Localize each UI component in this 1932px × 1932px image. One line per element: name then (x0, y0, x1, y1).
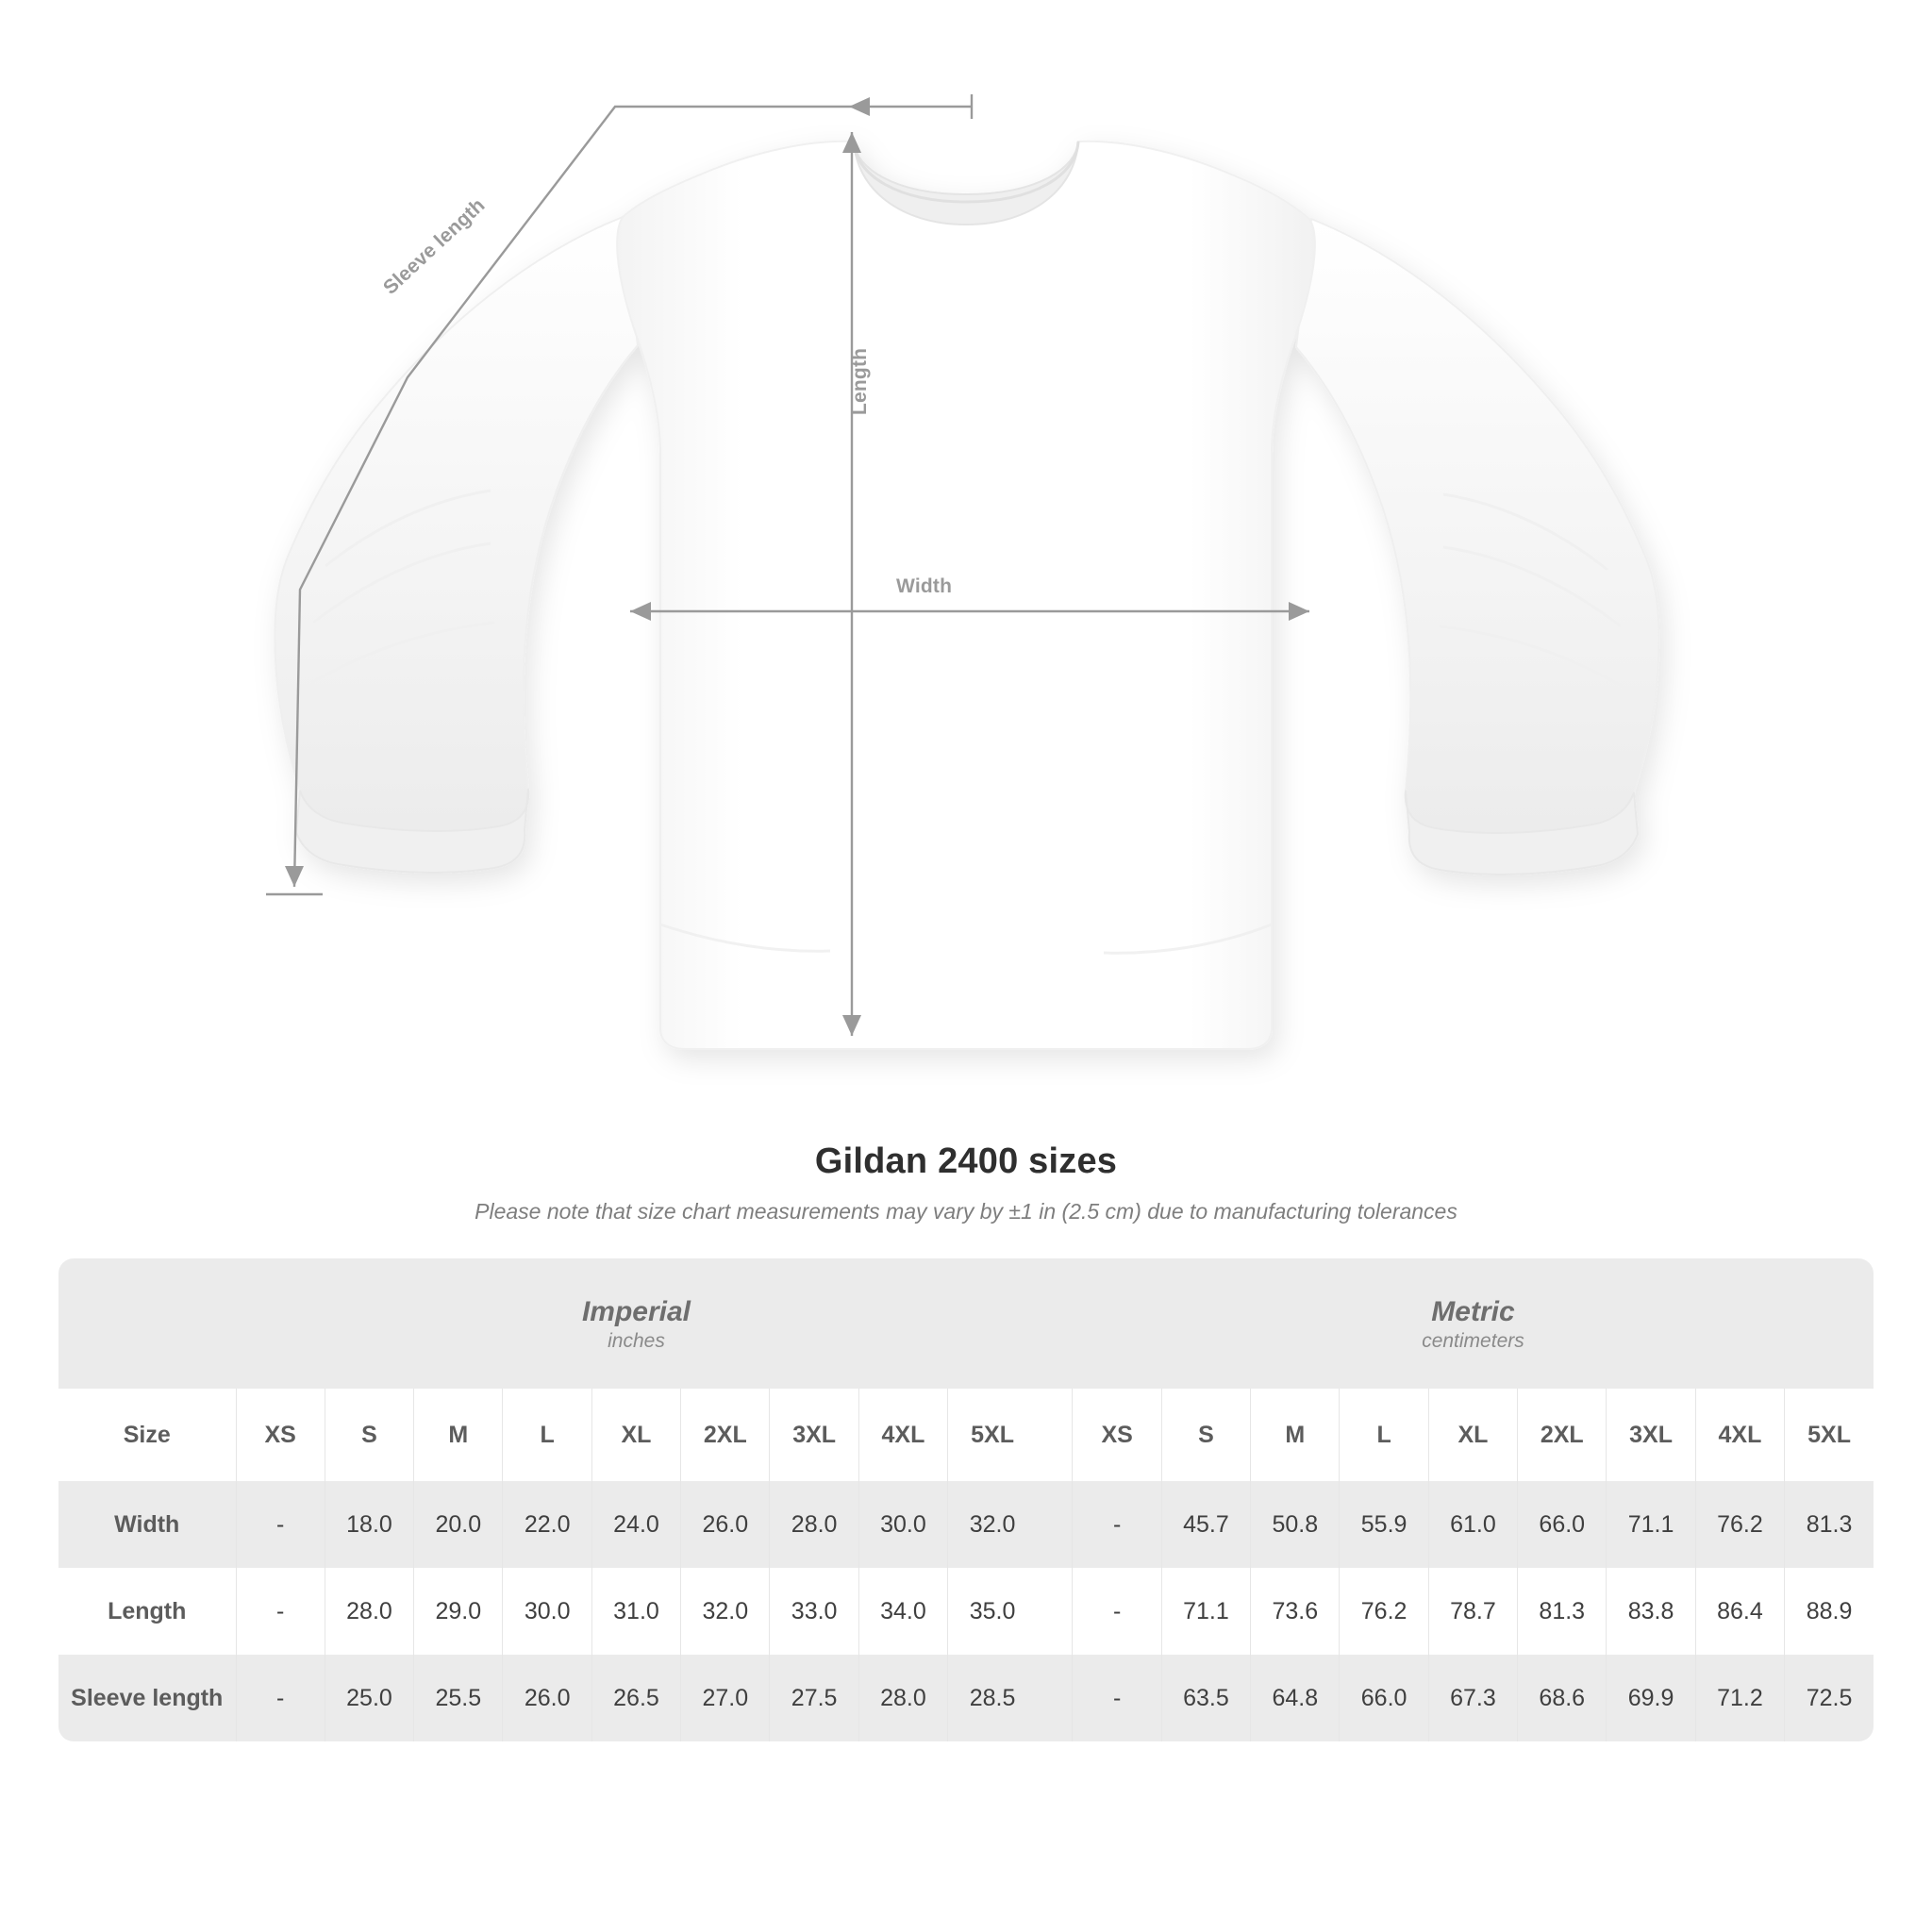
cell-metric: 50.8 (1251, 1481, 1340, 1568)
cell-metric: - (1073, 1568, 1161, 1655)
cell-metric: 55.9 (1340, 1481, 1428, 1568)
cell-metric: 63.5 (1161, 1655, 1250, 1741)
cell-imperial: 30.0 (858, 1481, 947, 1568)
cell-imperial: 28.0 (858, 1655, 947, 1741)
cell-imperial: 29.0 (414, 1568, 503, 1655)
cell-metric: 64.8 (1251, 1655, 1340, 1741)
cell-metric: 81.3 (1518, 1568, 1607, 1655)
row-header-sleeve-length: Sleeve length (58, 1655, 236, 1741)
cell-imperial: 35.0 (948, 1568, 1037, 1655)
cell-metric: - (1073, 1481, 1161, 1568)
units-header-row (58, 1258, 1874, 1389)
metric-units-header (1073, 1258, 1874, 1389)
length-dimension-label: Length (849, 347, 871, 415)
size-header-imperial-m: M (414, 1389, 503, 1481)
cell-imperial: 27.0 (681, 1655, 770, 1741)
table-gap-cell (1037, 1568, 1073, 1655)
cell-metric: 71.1 (1161, 1568, 1250, 1655)
cell-imperial: - (236, 1481, 325, 1568)
table-gap-cell (1037, 1481, 1073, 1568)
cell-imperial: 27.5 (770, 1655, 858, 1741)
cell-imperial: 25.0 (325, 1655, 413, 1741)
cell-metric: 88.9 (1785, 1568, 1874, 1655)
cell-imperial: 33.0 (770, 1568, 858, 1655)
cell-metric: 69.9 (1607, 1655, 1695, 1741)
cell-imperial: 26.5 (591, 1655, 680, 1741)
cell-imperial: 31.0 (591, 1568, 680, 1655)
cell-metric: 45.7 (1161, 1481, 1250, 1568)
cell-metric: 66.0 (1340, 1655, 1428, 1741)
cell-metric: 78.7 (1428, 1568, 1517, 1655)
size-chart-table (58, 1258, 1874, 1741)
cell-imperial: 22.0 (503, 1481, 591, 1568)
table-gap-cell (1037, 1389, 1073, 1481)
table-gap-cell (1037, 1655, 1073, 1741)
size-header-metric-xs: XS (1073, 1389, 1161, 1481)
size-column-header: Size (58, 1389, 236, 1481)
size-header-imperial-xl: XL (591, 1389, 680, 1481)
cell-metric: 71.2 (1695, 1655, 1784, 1741)
cell-metric: 81.3 (1785, 1481, 1874, 1568)
units-rowhead-spacer (58, 1258, 236, 1389)
size-header-metric-4xl: 4XL (1695, 1389, 1784, 1481)
cell-imperial: 20.0 (414, 1481, 503, 1568)
cell-metric: 66.0 (1518, 1481, 1607, 1568)
size-header-imperial-4xl: 4XL (858, 1389, 947, 1481)
cell-imperial: 24.0 (591, 1481, 680, 1568)
size-header-metric-3xl: 3XL (1607, 1389, 1695, 1481)
size-header-imperial-3xl: 3XL (770, 1389, 858, 1481)
cell-imperial: 34.0 (858, 1568, 947, 1655)
cell-metric: - (1073, 1655, 1161, 1741)
units-gap-spacer (1037, 1258, 1073, 1389)
page-title: Gildan 2400 sizes (814, 1141, 1118, 1181)
cell-metric: 76.2 (1340, 1568, 1428, 1655)
cell-metric: 86.4 (1695, 1568, 1784, 1655)
size-header-imperial-s: S (325, 1389, 413, 1481)
size-header-metric-2xl: 2XL (1518, 1389, 1607, 1481)
cell-metric: 61.0 (1428, 1481, 1517, 1568)
size-header-metric-s: S (1161, 1389, 1250, 1481)
row-header-width: Width (58, 1481, 236, 1568)
size-header-metric-l: L (1340, 1389, 1428, 1481)
metric-sublabel: centimeters (1422, 1329, 1524, 1352)
imperial-units-header (236, 1258, 1037, 1389)
size-header-metric-5xl: 5XL (1785, 1389, 1874, 1481)
cell-metric: 71.1 (1607, 1481, 1695, 1568)
cell-imperial: 28.5 (948, 1655, 1037, 1741)
cell-imperial: 32.0 (681, 1568, 770, 1655)
imperial-label: Imperial (581, 1296, 691, 1328)
width-dimension-label: Width (896, 575, 953, 597)
size-header-imperial-xs: XS (236, 1389, 325, 1481)
table-row (58, 1655, 1874, 1741)
cell-imperial: - (236, 1568, 325, 1655)
cell-imperial: 26.0 (681, 1481, 770, 1568)
cell-metric: 73.6 (1251, 1568, 1340, 1655)
cell-imperial: 18.0 (325, 1481, 413, 1568)
tolerance-note: Please note that size chart measurements may vary by ±1 in (2.5 cm) due to manufacturing tolerances (475, 1199, 1457, 1224)
sizes-header-row (58, 1389, 1874, 1481)
cell-metric: 72.5 (1785, 1655, 1874, 1741)
cell-imperial: 28.0 (770, 1481, 858, 1568)
cell-imperial: - (236, 1655, 325, 1741)
metric-label: Metric (1431, 1296, 1515, 1328)
imperial-sublabel: inches (608, 1329, 665, 1352)
size-header-imperial-2xl: 2XL (681, 1389, 770, 1481)
title-block (0, 1141, 1932, 1224)
size-header-imperial-l: L (503, 1389, 591, 1481)
size-table-wrapper (58, 1258, 1874, 1741)
sleeve-length-dimension-label: Sleeve length (379, 193, 490, 299)
shirt-shape (275, 142, 1658, 1049)
cell-imperial: 25.5 (414, 1655, 503, 1741)
size-table-body (58, 1481, 1874, 1741)
cell-metric: 76.2 (1695, 1481, 1784, 1568)
cell-metric: 67.3 (1428, 1655, 1517, 1741)
cell-metric: 83.8 (1607, 1568, 1695, 1655)
cell-imperial: 32.0 (948, 1481, 1037, 1568)
size-header-imperial-5xl: 5XL (948, 1389, 1037, 1481)
row-header-length: Length (58, 1568, 236, 1655)
cell-imperial: 28.0 (325, 1568, 413, 1655)
size-header-metric-xl: XL (1428, 1389, 1517, 1481)
size-header-metric-m: M (1251, 1389, 1340, 1481)
cell-imperial: 30.0 (503, 1568, 591, 1655)
cell-imperial: 26.0 (503, 1655, 591, 1741)
table-row (58, 1568, 1874, 1655)
cell-metric: 68.6 (1518, 1655, 1607, 1741)
table-row (58, 1481, 1874, 1568)
